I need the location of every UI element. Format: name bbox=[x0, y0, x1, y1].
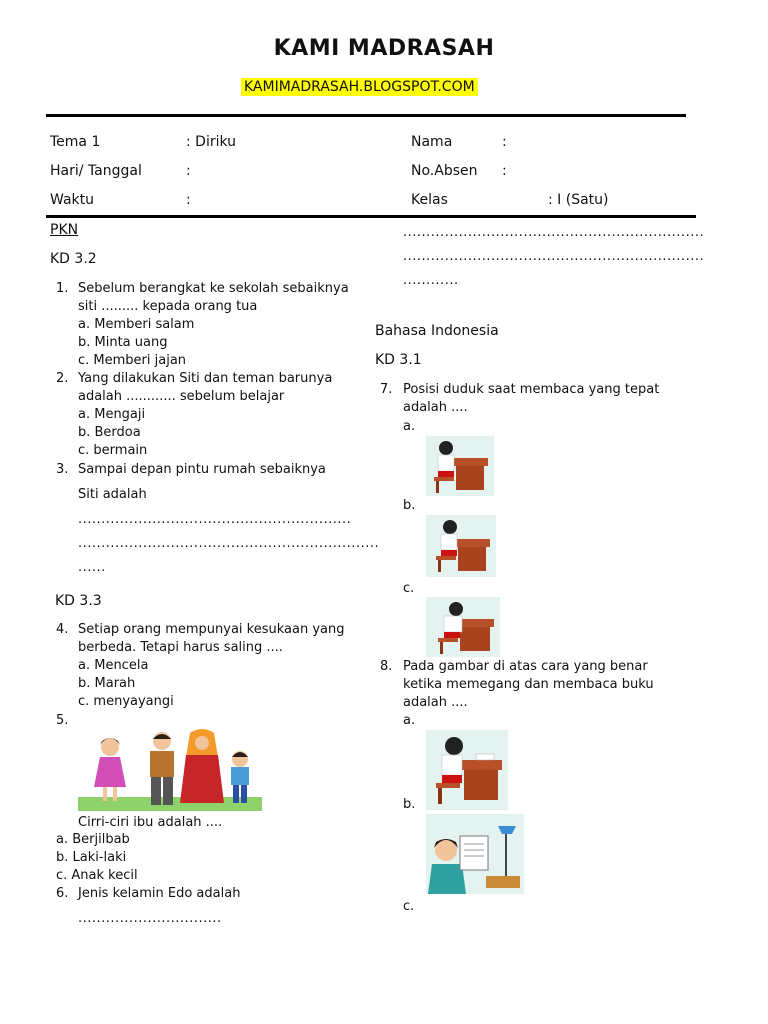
family-illustration-icon bbox=[78, 727, 262, 811]
question-number: 1. bbox=[56, 281, 69, 296]
question-text: Yang dilakukan Siti dan teman barunya bbox=[78, 371, 333, 386]
question-number: 5. bbox=[56, 713, 69, 728]
answer-blank: ............................... bbox=[78, 911, 222, 926]
answer-option: b. Berdoa bbox=[78, 425, 141, 440]
child-reading-icon bbox=[426, 814, 524, 894]
answer-option: a. Memberi salam bbox=[78, 317, 195, 332]
option-label: c. bbox=[403, 581, 415, 596]
answer-option: c. Anak kecil bbox=[56, 868, 138, 883]
question-text: Pada gambar di atas cara yang benar bbox=[403, 659, 648, 674]
question-text: Siti adalah bbox=[78, 487, 147, 502]
tema-value: : Diriku bbox=[186, 134, 237, 150]
question-number: 6. bbox=[56, 886, 69, 901]
question-text: Sebelum berangkat ke sekolah sebaiknya bbox=[78, 281, 349, 296]
page-title: KAMI MADRASAH bbox=[273, 36, 495, 61]
hari-value: : bbox=[186, 163, 191, 179]
answer-option: c. Memberi jajan bbox=[78, 353, 187, 368]
question-text: adalah .... bbox=[403, 400, 468, 415]
kelas-label: Kelas bbox=[411, 192, 448, 208]
waktu-label: Waktu bbox=[50, 192, 94, 208]
question-number: 3. bbox=[56, 462, 69, 477]
option-label: a. bbox=[403, 419, 416, 434]
tema-label: Tema 1 bbox=[50, 134, 101, 150]
student-at-desk-icon bbox=[426, 730, 508, 810]
hari-label: Hari/ Tanggal bbox=[50, 163, 142, 179]
question-text: siti ......... kepada orang tua bbox=[78, 299, 258, 314]
option-label: a. bbox=[403, 713, 416, 728]
answer-option: b. Laki-laki bbox=[56, 850, 127, 865]
answer-blank: ................................................................. bbox=[403, 225, 705, 240]
subject-bahasa: Bahasa Indonesia bbox=[375, 323, 499, 339]
option-label: c. bbox=[403, 899, 415, 914]
question-text: ketika memegang dan membaca buku bbox=[403, 677, 654, 692]
waktu-value: : bbox=[186, 192, 191, 208]
question-text: Sampai depan pintu rumah sebaiknya bbox=[78, 462, 326, 477]
question-text: Setiap orang mempunyai kesukaan yang bbox=[78, 622, 345, 637]
option-label: b. bbox=[403, 797, 416, 812]
question-text: adalah .... bbox=[403, 695, 468, 710]
student-at-desk-icon bbox=[426, 436, 494, 496]
nama-label: Nama bbox=[411, 134, 453, 150]
divider bbox=[46, 215, 696, 218]
answer-blank: ...... bbox=[78, 560, 106, 575]
answer-blank: ............ bbox=[403, 273, 459, 288]
answer-option: c. bermain bbox=[78, 443, 148, 458]
subject-pkn: PKN bbox=[50, 222, 79, 238]
answer-option: b. Marah bbox=[78, 676, 136, 691]
absen-label: No.Absen bbox=[411, 163, 478, 179]
kd-heading: KD 3.2 bbox=[50, 251, 97, 267]
nama-value: : bbox=[502, 134, 507, 150]
answer-option: c. menyayangi bbox=[78, 694, 174, 709]
question-number: 7. bbox=[380, 382, 393, 397]
option-label: b. bbox=[403, 498, 416, 513]
answer-option: a. Berjilbab bbox=[56, 832, 130, 847]
kd-heading: KD 3.3 bbox=[55, 593, 102, 609]
kelas-value: : I (Satu) bbox=[548, 192, 609, 208]
question-number: 8. bbox=[380, 659, 393, 674]
absen-value: : bbox=[502, 163, 507, 179]
question-number: 4. bbox=[56, 622, 69, 637]
divider bbox=[46, 114, 686, 117]
answer-option: a. Mencela bbox=[78, 658, 149, 673]
answer-blank: ........................................................... bbox=[78, 512, 352, 527]
question-text: berbeda. Tetapi harus saling .... bbox=[78, 640, 283, 655]
student-at-desk-icon bbox=[426, 515, 496, 577]
kd-heading: KD 3.1 bbox=[375, 352, 422, 368]
question-text: Jenis kelamin Edo adalah bbox=[78, 886, 241, 901]
answer-blank: ................................................................. bbox=[403, 249, 705, 264]
student-at-desk-icon bbox=[426, 597, 500, 657]
answer-option: a. Mengaji bbox=[78, 407, 146, 422]
question-text: Cirri-ciri ibu adalah .... bbox=[78, 815, 223, 830]
question-text: adalah ............ sebelum belajar bbox=[78, 389, 285, 404]
answer-option: b. Minta uang bbox=[78, 335, 168, 350]
answer-blank: ................................................................. bbox=[78, 536, 380, 551]
question-text: Posisi duduk saat membaca yang tepat bbox=[403, 382, 660, 397]
site-url[interactable]: KAMIMADRASAH.BLOGSPOT.COM bbox=[241, 78, 478, 96]
question-number: 2. bbox=[56, 371, 69, 386]
